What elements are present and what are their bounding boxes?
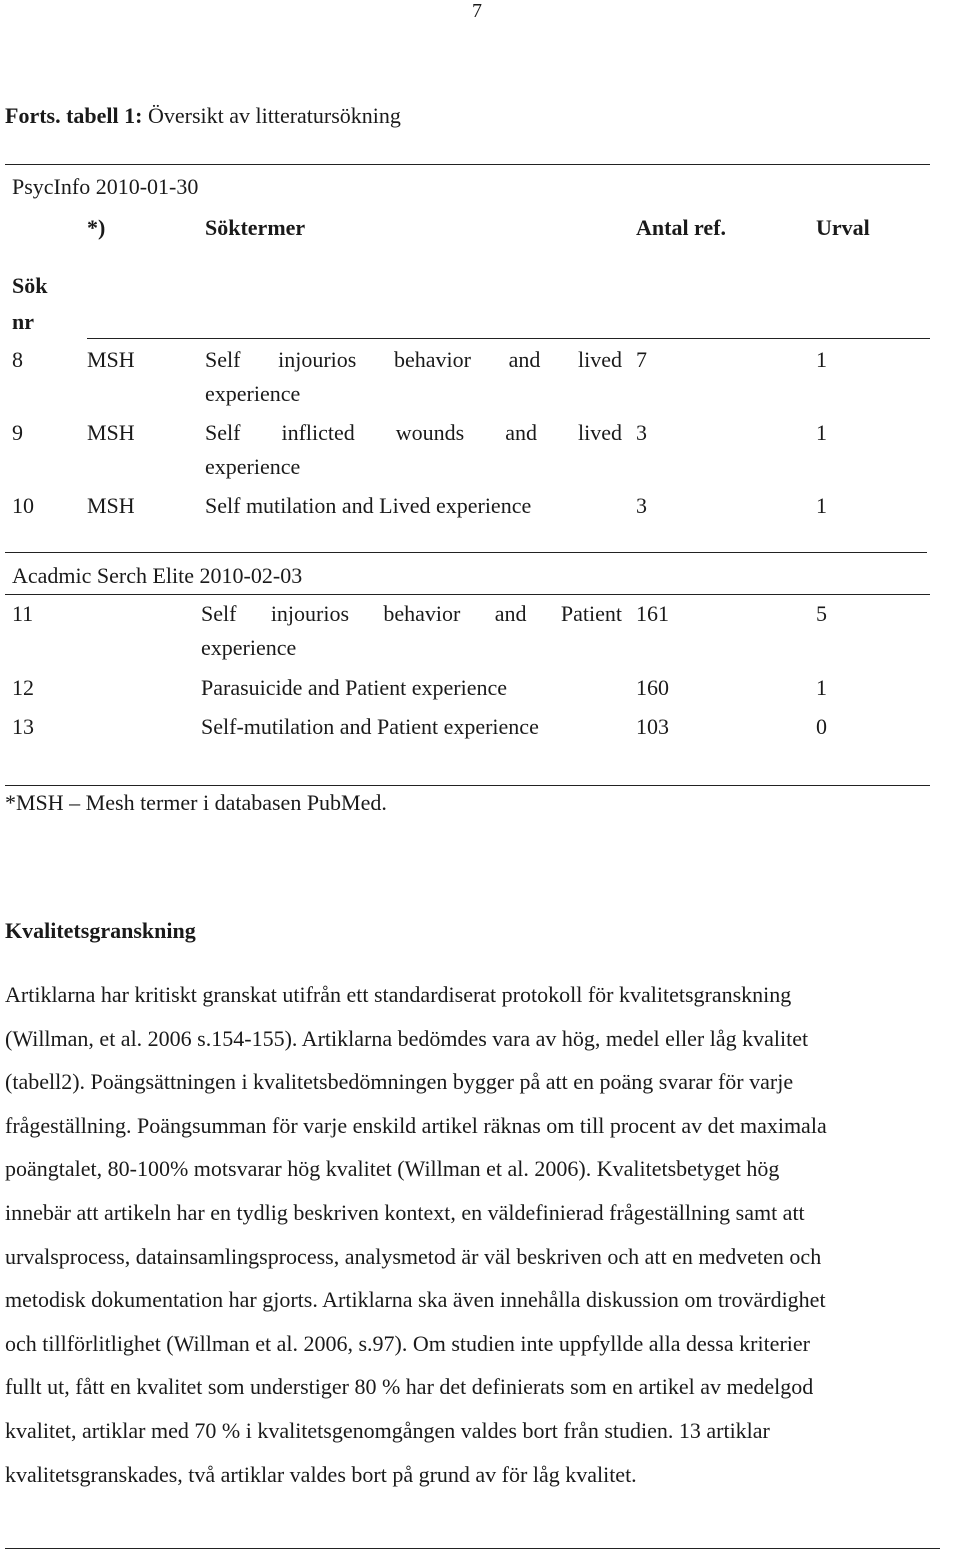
term-word: and (508, 347, 541, 372)
term-word: Patient (560, 601, 622, 626)
term-word: inflicted (281, 420, 355, 445)
term-word: and (505, 420, 537, 445)
table-bottom-rule (5, 785, 930, 786)
row-choice: 0 (816, 714, 827, 739)
paragraph-line: kvalitetsgranskades, två artiklar valdes bort på grund av för låg kvalitet. (5, 1461, 637, 1487)
page-number: 7 (472, 0, 482, 22)
row-count: 3 (636, 493, 647, 518)
row-nr: 10 (12, 493, 34, 518)
row-choice: 1 (816, 493, 827, 518)
paragraph-line: (tabell2). Poängsättningen i kvalitetsbedömningen bygger på att en poäng svarar för varje (5, 1069, 794, 1095)
table-footnote: *MSH – Mesh termer i databasen PubMed. (5, 790, 387, 815)
header-sok: Sök (12, 273, 48, 298)
paragraph-line: Artiklarna har kritiskt granskat utifrån ett standardiserat protokoll för kvalitetsgranskning (5, 982, 792, 1007)
row-msh: MSH (87, 420, 135, 445)
row-msh: MSH (87, 493, 135, 518)
row-msh: MSH (87, 347, 135, 372)
section-heading: Kvalitetsgranskning (5, 918, 196, 943)
row-count: 160 (636, 675, 669, 700)
term-word: behavior (393, 347, 471, 372)
table-top-rule (5, 164, 930, 165)
row-nr: 12 (12, 675, 34, 700)
section-academic-title: Acadmic Serch Elite 2010-02-03 (12, 563, 303, 588)
paragraph-line: poängtalet, 80-100% motsvarar hög kvalitet (Willman et al. 2006). Kvalitetsbetyget hög (5, 1156, 780, 1182)
row-term: Self-mutilation and Patient experience (201, 714, 539, 739)
row-term: Self mutilation and Lived experience (205, 493, 532, 518)
row-count: 7 (636, 347, 647, 372)
row-count: 103 (636, 714, 669, 739)
page-bottom-rule (5, 1548, 940, 1549)
paragraph-line: innebär att artikeln har en tydlig beskriven kontext, en väldefinierad frågeställning samt att (5, 1200, 805, 1225)
table-caption (5, 103, 401, 129)
row-nr: 8 (12, 347, 23, 372)
caption-label: Forts. tabell 1: (5, 103, 143, 128)
row-choice: 5 (816, 601, 827, 626)
row-choice: 1 (816, 347, 827, 372)
row-term-line (205, 420, 622, 446)
row-term-wrap: experience (201, 635, 297, 660)
row-term-line (201, 601, 622, 627)
header-star: *) (87, 215, 106, 240)
term-word: injourios (270, 601, 350, 626)
header-nr: nr (12, 309, 34, 334)
row-choice: 1 (816, 420, 827, 445)
term-word: Self (205, 347, 241, 372)
row-term-wrap: experience (205, 381, 301, 406)
paragraph-line: metodisk dokumentation har gjorts. Artiklarna ska även innehålla diskussion om trovärdighet (5, 1287, 826, 1313)
section-title-rule (5, 594, 930, 595)
row-nr: 11 (12, 601, 34, 626)
term-word: wounds (395, 420, 465, 445)
section-psycinfo-title: PsycInfo 2010-01-30 (12, 174, 199, 199)
term-word: and (494, 601, 527, 626)
term-word: behavior (383, 601, 461, 626)
paragraph-line: frågeställning. Poängsumman för varje enskild artikel räknas om till procent av det maximala (5, 1112, 827, 1138)
term-word: lived (577, 347, 622, 372)
caption-text: Översikt av litteratursökning (147, 103, 401, 128)
header-soktermer: Söktermer (205, 215, 306, 240)
term-word: Self (205, 420, 241, 445)
paragraph-line: och tillförlitlighet (Willman et al. 2006, s.97). Om studien inte uppfyllde alla dessa kriterier (5, 1330, 810, 1356)
row-nr: 13 (12, 714, 34, 739)
paragraph-line: fullt ut, fått en kvalitet som understiger 80 % har det definierats som en artikel av medelgod (5, 1374, 814, 1400)
row-count: 3 (636, 420, 647, 445)
header-urval: Urval (816, 215, 870, 240)
paragraph-line: urvalsprocess, datainsamlingsprocess, analysmetod är väl beskriven och att en medveten och (5, 1243, 822, 1269)
row-nr: 9 (12, 420, 23, 445)
row-count: 161 (636, 601, 669, 626)
header-rule (87, 338, 930, 339)
paragraph-line: (Willman, et al. 2006 s.154-155). Artiklarna bedömdes vara av hög, medel eller låg kvalitet (5, 1025, 809, 1051)
term-word: lived (577, 420, 622, 445)
row-choice: 1 (816, 675, 827, 700)
term-word: injourios (278, 347, 357, 372)
row-term-line (205, 347, 622, 373)
header-antal-ref: Antal ref. (636, 215, 727, 240)
row-term: Parasuicide and Patient experience (201, 675, 508, 700)
paragraph-line: kvalitet, artiklar med 70 % i kvalitetsgenomgången valdes bort från studien. 13 artiklar (5, 1418, 770, 1443)
term-word: Self (201, 601, 237, 626)
section-rule (5, 552, 927, 553)
row-term-wrap: experience (205, 454, 301, 479)
